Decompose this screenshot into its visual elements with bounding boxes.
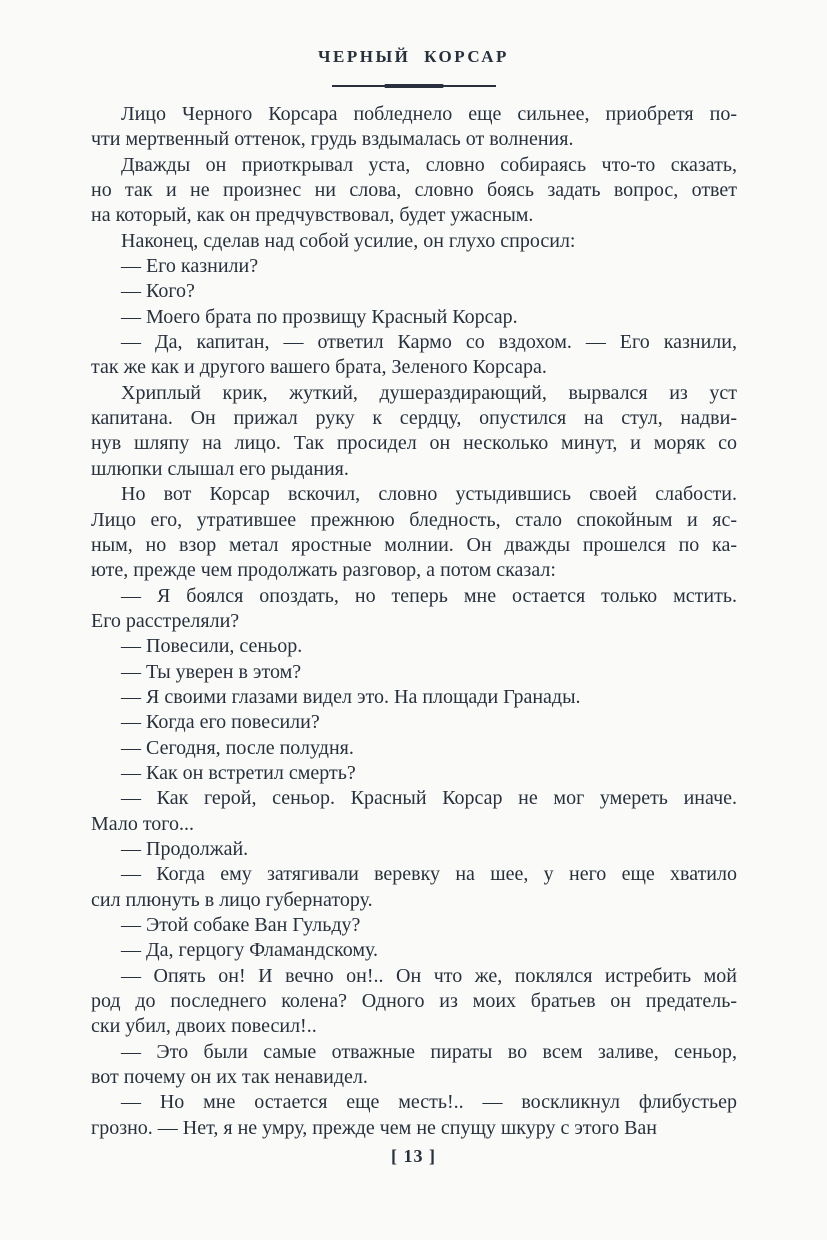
text-line: грозно. — Нет, я не умру, прежде чем не спущу шкуру с этого Ван [91,1116,658,1139]
text-line: — Когда его повесили? [121,711,320,734]
text-line: ным, но взор метал яростные молнии. Он дважды прошелся по ка- [91,533,737,556]
text-line: Мало того... [91,812,194,835]
text-line: — Когда ему затягивали веревку на шее, у него еще хватило [121,863,737,886]
paragraph [91,153,737,229]
page-number: [ 13 ] [391,1146,436,1166]
text-line: Хриплый крик, жуткий, душераздирающий, вырвался из уст [121,381,737,404]
text-line: чти мертвенный оттенок, грудь вздымалась от волнения. [91,128,574,151]
paragraph [91,964,737,1040]
text-line: юте, прежде чем продолжать разговор, а потом сказал: [91,559,556,582]
paragraph [91,660,737,685]
text-line: Дважды он приоткрывал уста, словно собираясь что-то сказать, [121,153,737,176]
text-line: — Да, капитан, — ответил Кармо со вздохом. — Его казнили, [121,331,737,354]
text-line: — Кого? [121,280,195,303]
text-line: Наконец, сделав над собой усилие, он глухо спросил: [121,229,576,252]
text-line: ски убил, двоих повесил!.. [91,1015,317,1038]
text-line: — Как герой, сеньор. Красный Корсар не мог умереть иначе. [121,787,737,810]
paragraph [91,279,737,304]
paragraph [91,862,737,913]
paragraph [91,254,737,279]
text-line: капитана. Он прижал руку к сердцу, опустился на стул, надви- [91,407,737,430]
paragraph [91,1040,737,1091]
paragraph [91,913,737,938]
text-line: — Этой собаке Ван Гульду? [121,914,361,936]
text-line: так же как и другого вашего брата, Зеленого Корсара. [91,356,547,379]
text-line: — Сегодня, после полудня. [121,736,354,759]
text-line: — Я боялся опоздать, но теперь мне остается только мстить. [121,584,737,607]
text-line: вот почему он их так ненавидел. [91,1066,368,1089]
text-line: — Это были самые отважные пираты во всем заливе, сеньор, [121,1040,737,1063]
text-line: — Да, герцогу Фламандскому. [121,939,379,962]
paragraph [91,381,737,482]
paragraph [91,786,737,837]
text-line: но так и не произнес ни слова, словно боясь задать вопрос, ответ [91,179,737,202]
text-line: сил плюнуть в лицо губернатору. [91,888,373,911]
text-line: — Опять он! И вечно он!.. Он что же, поклялся истребить мой [121,964,737,987]
paragraph [91,584,737,635]
text-line: — Повесили, сеньор. [121,635,303,658]
text-line: Его расстреляли? [91,609,240,632]
text-line: — Его казнили? [121,255,259,278]
text-line: — Как он встретил смерть? [121,761,356,784]
paragraph [91,482,737,583]
paragraph [91,102,737,153]
paragraph [91,938,737,963]
text-line: Лицо его, утратившее прежнюю бледность, стало спокойным и яс- [91,508,737,531]
paragraph [91,710,737,735]
text-line: — Моего брата по прозвищу Красный Корсар. [121,305,518,328]
text-line: Но вот Корсар вскочил, словно устыдившись своей слабости. [121,483,737,506]
paragraph [91,229,737,254]
text-line: — Я своими глазами видел это. На площади Гранады. [121,685,581,708]
body-text [91,102,737,1141]
text-line: — Ты уверен в этом? [121,660,302,683]
text-line: род до последнего колена? Одного из моих братьев он предатель- [91,990,737,1013]
paragraph [91,761,737,786]
text-line: на который, как он предчувствовал, будет ужасным. [91,204,534,227]
header-divider-ornament [332,83,496,89]
running-head: ЧЕРНЫЙ КОРСАР [318,47,509,66]
text-line: нув шляпу на лицо. Так просидел он несколько минут, и моряк со [91,432,737,455]
paragraph [91,634,737,659]
text-line: Лицо Черного Корсара побледнело еще сильнее, приобретя по- [121,103,737,125]
text-line: — Но мне остается еще месть!.. — воскликнул флибустьер [121,1091,737,1114]
paragraph [91,736,737,761]
paragraph [91,837,737,862]
ornament-thick-rule [384,84,443,89]
text-line: шлюпки слышал его рыдания. [91,457,349,480]
paragraph [91,685,737,710]
text-line: — Продолжай. [121,837,249,860]
paragraph [91,305,737,330]
paragraph [91,1090,737,1141]
paragraph [91,330,737,381]
